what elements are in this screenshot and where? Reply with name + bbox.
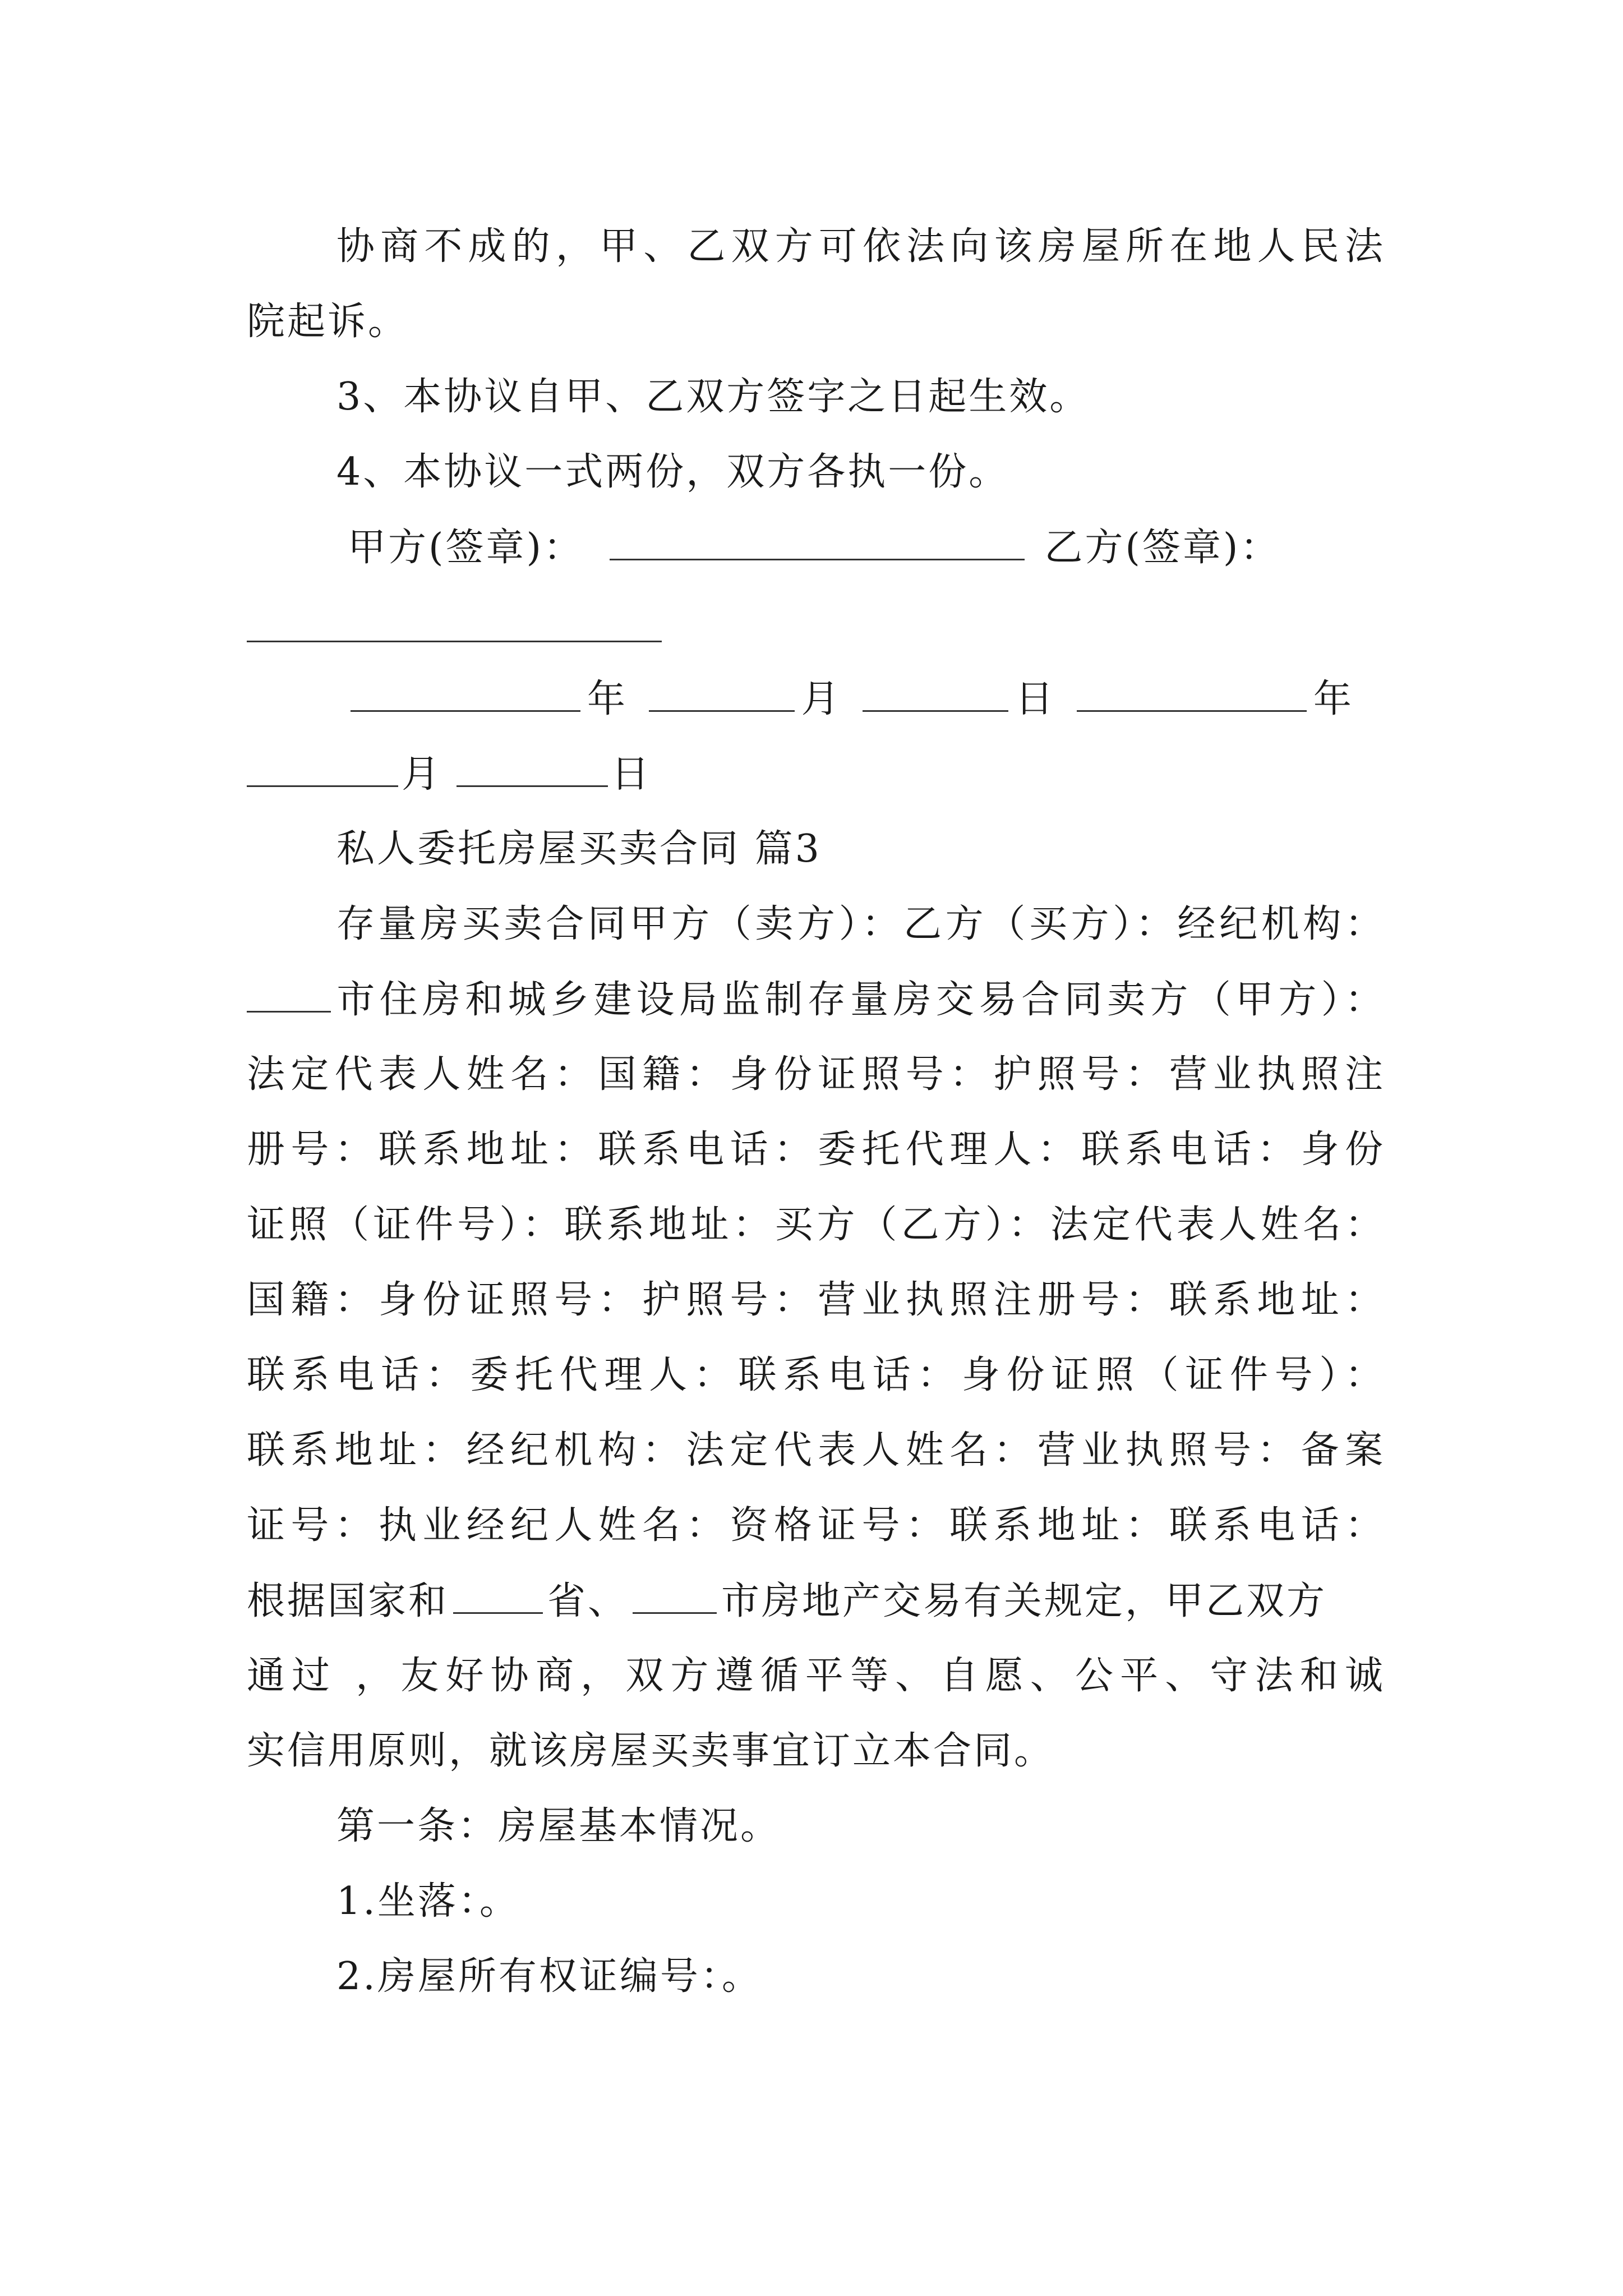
paragraph-line: 市住房和城乡建设局监制存量房交易合同卖方（甲方）： [247,977,1385,1023]
month-label: 月 [402,752,442,797]
year-blank [1077,677,1307,712]
day-label: 日 [1015,677,1056,721]
party-b-signature-label: 乙方(签章)： [1044,526,1281,570]
paragraph-line: 实信用原则，就该房屋买卖事宜订立本合同。 [247,1729,1055,1773]
date-row [351,677,1385,722]
paragraph-line: 法定代表人姓名：国籍：身份证照号：护照号：营业执照注 [247,1052,1385,1097]
paragraph-line: 联系电话：委托代理人：联系电话：身份证照（证件号）： [247,1353,1385,1397]
year-blank [351,677,580,712]
year-label: 年 [587,677,628,721]
city-blank [633,1579,717,1614]
month-label: 月 [801,677,842,721]
paragraph-line: 存量房买卖合同甲方（卖方）：乙方（买方）：经纪机构： [336,902,1385,946]
clause-item-3: 3、本协议自甲、乙双方签字之日起生效。 [336,375,1090,419]
month-blank [649,677,795,712]
paragraph-line: 证号：执业经纪人姓名：资格证号：联系地址：联系电话： [247,1503,1385,1548]
day-blank [863,677,1008,712]
party-b-signature-blank [247,638,662,642]
day-blank [457,752,608,787]
month-blank [247,752,398,787]
list-item: 1.坐落：。 [336,1879,520,1924]
paragraph-line: 协商不成的，甲、乙双方可依法向该房屋所在地人民法 [336,224,1385,269]
year-label: 年 [1313,677,1354,721]
section-title: 私人委托房屋买卖合同 篇3 [336,827,822,871]
province-blank [453,1579,543,1614]
day-label: 日 [611,752,652,797]
party-a-signature-label: 甲方(签章)： [348,526,584,570]
paragraph-line: 院起诉。 [247,300,409,344]
paragraph-line: 联系地址：经纪机构：法定代表人姓名：营业执照号：备案 [247,1428,1385,1473]
paragraph-line: 册号：联系地址：联系电话：委托代理人：联系电话：身份 [247,1128,1385,1172]
paragraph-line: 通过 ，友好协商，双方遵循平等、自愿、公平、守法和诚 [247,1654,1385,1698]
signature-row [348,525,1385,570]
paragraph-line: 根据国家和 省、 市房地产交易有关规定，甲乙双方 [247,1579,1327,1623]
clause-item-4: 4、本协议一式两份，双方各执一份。 [336,450,1009,494]
article-heading: 第一条：房屋基本情况。 [336,1804,781,1848]
date-row-continued [247,752,1385,797]
paragraph-line: 证照（证件号）：联系地址：买方（乙方）：法定代表人姓名： [247,1203,1385,1247]
party-a-signature-blank [610,525,1025,560]
paragraph-line: 国籍：身份证照号：护照号：营业执照注册号：联系地址： [247,1278,1385,1322]
city-blank [247,977,331,1013]
list-item: 2.房屋所有权证编号：。 [336,1954,762,1999]
